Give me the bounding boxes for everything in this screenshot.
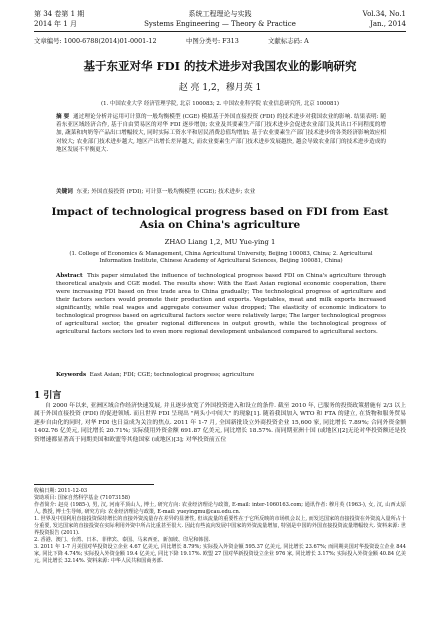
fund-info: 资助项目: 国家自然科学基金 (71073158) (34, 495, 130, 501)
section-body-introduction (34, 402, 406, 444)
keywords-en-label: Keywords (56, 372, 87, 378)
title-cn: 基于东亚对华 FDI 的技术进步对我国农业的影响研究 (83, 59, 357, 73)
footnote-2: 2. 香港、澳门、台湾、日本、菲律宾、泰国、马来西亚、新加坡、印尼和韩国. (34, 537, 211, 543)
abstract-en-text: This paper simulated the influence of technological progress based FDI on China's agriculture through theoretical analysis and CGE model. The results show: With the East Asian regional economic cooperation, there were increasing FDI based on free trade area to China gradually; The technological progress of agriculture and their factors sectors would promote their production and exports. Vegetables, meat and milk exports increased significantly, while real wages and aggregate consumer value dropped; The elasticity of economic indicators to technological progress based on agricultural factors sector were relatively large; The larger technological progress of agricultural sector, the greater regional differences in output growth, while the technological progress of agricultural factors sectors led to even more regional development unbalanced compared to agricultural sectors. (56, 273, 386, 335)
section-heading-introduction: 1 引言 (34, 391, 62, 401)
journal-name-en: Systems Engineering — Theory & Practice (144, 20, 296, 28)
received-date: 收稿日期: 2011-12-03 (34, 488, 88, 494)
footnote-1: 1. 世界及中国利用直接投资保持增长的直接外资流量存在差异的显著性, 但该流量的重要性在于它所反映的市场机会以上, 而发达国家的直接投资在外资流入量所占十分重要, 发达国家的直接投资在实际利用外资中所占比重甚至很大. 因此有些流向发展中国家的外资流量增加, 特别是中国的外国直接投资流量增幅较大. 资料来源: 世界投资报告 (2011). (34, 516, 406, 536)
authors-en: ZHAO Liang 1,2, MU Yue-ying 1 (164, 238, 276, 246)
journal-name-cn: 系统工程理论与实践 (188, 10, 252, 18)
issue-cn: 第 34 卷第 1 期 (34, 10, 85, 18)
footnote-rule (34, 484, 154, 485)
date-en: Jan., 2014 (370, 20, 406, 28)
keywords-cn-text: 东亚; 外国直接投资 (FDI); 可计算一般均衡模型 (CGE); 技术进步; 农业 (76, 189, 256, 195)
authors-cn: 赵 亮 1,2，穆月英 1 (178, 83, 262, 93)
footnotes (34, 488, 406, 565)
abstract-cn-label: 摘 要 (56, 114, 70, 120)
abstract-en-label: Abstract (56, 273, 83, 279)
abstract-cn (56, 113, 386, 154)
date-cn: 2014 年 1 月 (34, 20, 77, 28)
footnote-3: 3. 2011 年 1-7 月美国对华投资设立企业 4.67 亿美元, 同比增长 8.79%; 实际投入外资金额 595.37 亿美元, 同比增长 23.67%; 而同期美国对华投资设立企业 844 家, 同比下降 4.74%; 实际投入外资金额 19.4 亿美元, 同比下降 19.17%. 欧盟 27 国对华新投资设立企业 976 家, 同比增长 3.17%; 实际投入外资金额 40.84 亿美元, 同比增长 32.14%. 资料来源: 中华人民共和国商务部. (34, 544, 406, 564)
introduction-paragraph: 自 2000 年以来, 亚洲区域合作经济快速发展, 并且逐步放宽了外国投资进入和设立的条件. 截至 2010 年, 已服务的投资政策措施有 2/3 以上属于外国直接投资 (FDI) 的促进领域. 而且世界 FDI 呈现出 "两头小中间大" 的现象[1]. 随着我国加入 WTO 和 FTA 的建立, 在货物和服务贸易逐步自由化的同时, 对华 FDI 也日益成为关注的焦点. 2011 年 1-7 月, 全国新批设立外商投资企业 15,600 家, 同比增长 7.89%; 合同外资金额 1402.76 亿美元, 同比增长 20.71%; 实际使用外资金额 691.87 亿美元, 同比增长 18.57%. 而同期亚洲十国 (或地区)[2]无论对华投资额还是投资增速都显著高于同期美国和欧盟等其他国家 (或地区)[3]; 对华投资前五位 (34, 403, 406, 443)
abstract-cn-text: 通过理论分析并运用可计算的一般均衡模型 (CGE) 模拟基于外国直接投资 (FDI) 的技术进步对我国农业的影响. 结果表明: 随着东亚区域经济合作, 基于自由贸易区的对华 FDI 逐步增加; 农业及其要素生产部门技术进步会促进农业部门及其出口不同程度的增加, 蔬菜和肉奶等产品出口增幅较大, 同时实际工资水平和居民消费总值均增加; 基于农业要素生产部门技术进步的各类经济影响效应相对较大; 农业部门技术进步越大, 地区产出增长差异越大, 而农业要素生产部门技术进步发展越快, 越会导致农业部门的技术进步造成的地区发展不平衡更大. (56, 114, 386, 153)
affiliation-cn: (1. 中国农业大学 经济管理学院, 北京 100083; 2. 中国农业科学院 农业信息研究所, 北京 100081) (100, 101, 340, 107)
volume-en: Vol.34, No.1 (362, 10, 406, 18)
keywords-en (56, 371, 386, 379)
title-en: Impact of technological progress based on FDI from East Asia on China's agriculture (51, 206, 389, 231)
keywords-cn (56, 188, 386, 196)
document-code: 文献标志码: A (268, 37, 309, 45)
affiliation-en: (1. College of Economics & Management, China Agricultural University, Beijing 100083, China; 2. Agricultural Information Institute, Chinese Academy of Agricultural Sciences, Beijing 100081, China) (69, 251, 373, 265)
article-number: 文章编号: 1000-6788(2014)01-0001-12 (34, 37, 157, 45)
header-rule (34, 31, 406, 32)
clc-number: 中图分类号: F313 (186, 37, 239, 45)
keywords-cn-label: 关键词 (56, 189, 73, 195)
abstract-en (56, 272, 386, 336)
author-bio: 作者简介: 赵亮 (1985-), 男, 汉, 河南平顶山人, 博士, 研究方向: 农业经济理论与政策, E-mail: inter-1060163.com; 通讯作者: 穆月英 (1963-), 女, 汉, 山西太原人, 教授, 博士生导师, 研究方向: 农业经济理论与政策, E-mail: yueyingmu@cau.edu.cn. (34, 502, 406, 515)
keywords-en-text: East Asian; FDI; CGE; technological progress; agriculture (89, 372, 255, 378)
